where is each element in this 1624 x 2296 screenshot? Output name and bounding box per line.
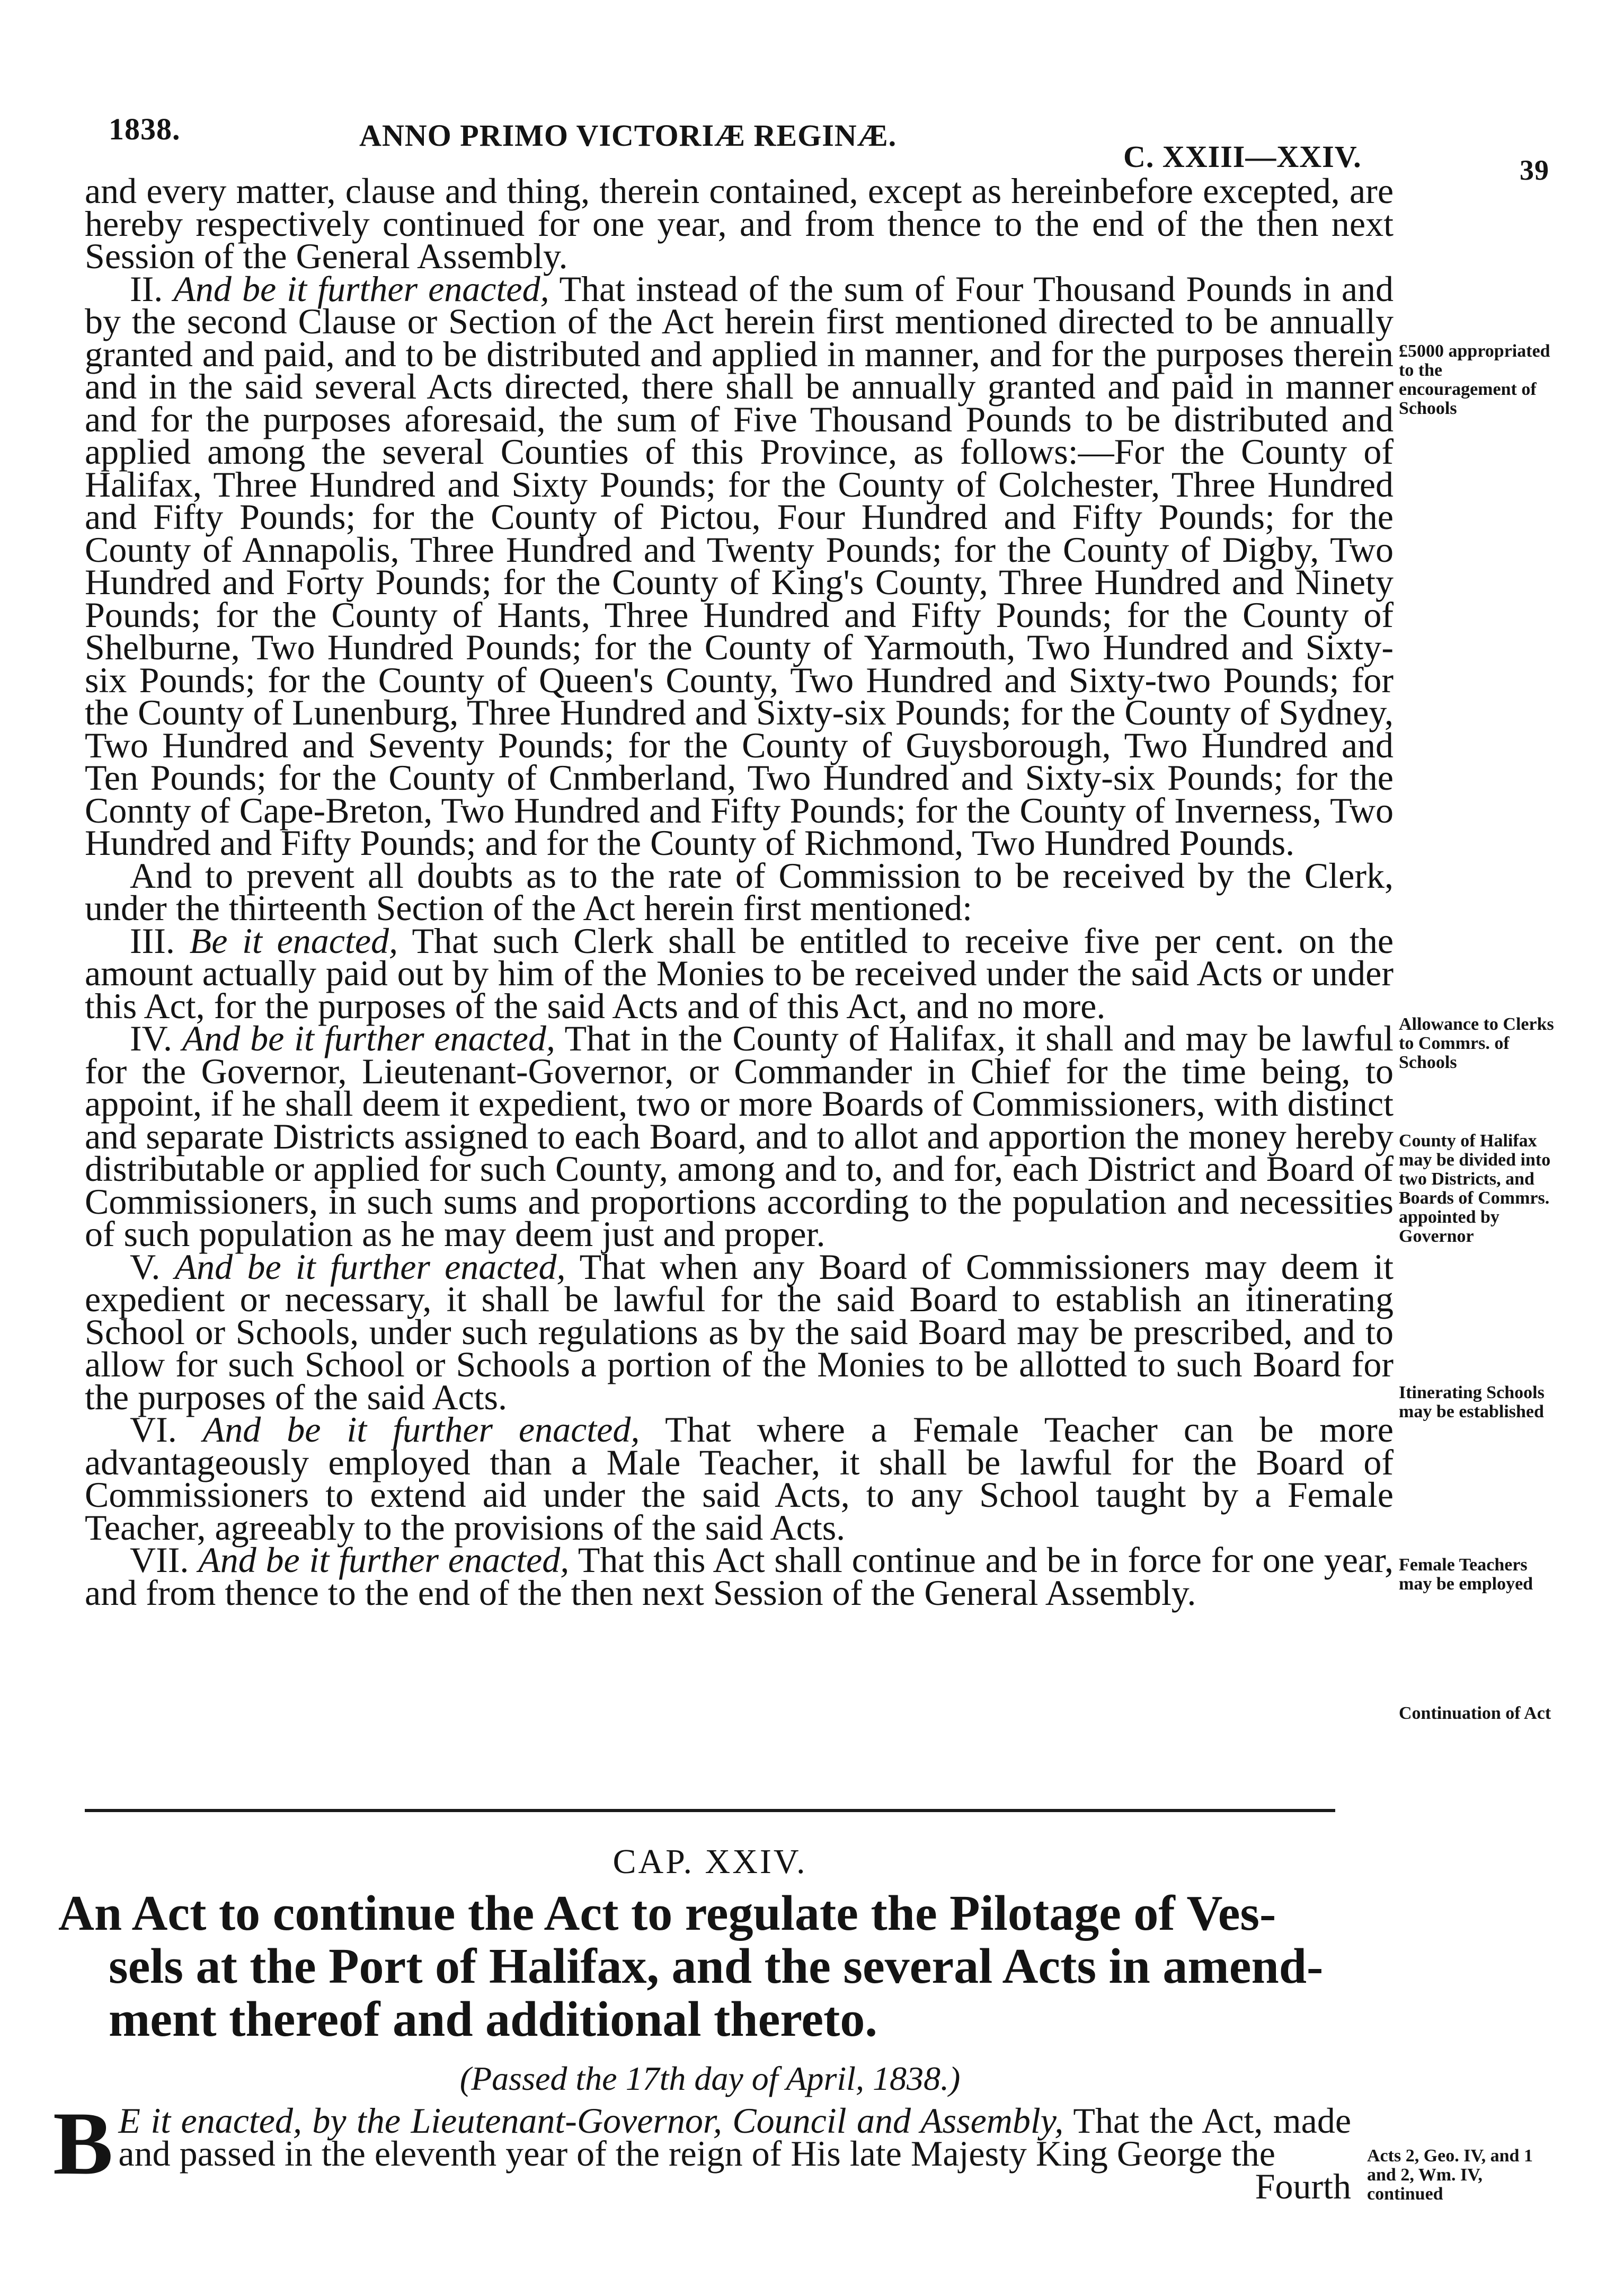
- act-title: [58, 1887, 1367, 2046]
- passed-date: (Passed the 17th day of April, 1838.): [459, 2060, 961, 2097]
- enacting-text-tail: Fourth: [1255, 2166, 1351, 2206]
- enacting-phrase: Be it enacted,: [189, 920, 398, 961]
- section-5: [85, 1246, 1394, 1417]
- margin-note-halifax-districts: County of Halifax may be divided into two Districts, and Boards of Commrs. appointed by Governor: [1399, 1131, 1551, 1246]
- section-number: V.: [130, 1246, 161, 1287]
- drop-cap: B: [53, 2094, 113, 2193]
- margin-note-acts-continued: Acts 2, Geo. IV, and 1 and 2, Wm. IV, continued: [1367, 2146, 1533, 2204]
- chapter-heading: CAP. XXIV.: [613, 1842, 807, 1881]
- enacting-phrase: And be it further enacted,: [174, 1246, 566, 1287]
- section-text: That instead of the sum of Four Thousand Pounds in and by the second Clause or Section of the Act herein first mentioned directed to be annually granted and paid, and to be distributed and applied in manner, and for the purposes therein and in the said several Acts directed, there shall be annually granted and paid in manner and for the purposes aforesaid, the sum of Five Thousand Pounds to be distributed and applied among the several Counties of this Province, as follows:—For the County of Halifax, Three Hundred and Sixty Pounds; for the County of Colchester, Three Hundred and Fifty Pounds; for the County of Pictou, Four Hundred and Fifty Pounds; for the County of Annapolis, Three Hundred and Twenty Pounds; for the County of Digby, Two Hundred and Forty Pounds; for the County of King's County, Three Hundred and Ninety Pounds; for the County of Hants, Three Hundred and Fifty Pounds; for the County of Shelburne, Two Hundred Pounds; for the County of Yarmouth, Two Hundred and Sixty-six Pounds; for the County of Queen's County, Two Hundred and Sixty-two Pounds; for the County of Lunenburg, Three Hundred and Sixty-six Pounds; for the County of Sydney, Two Hundred and Seventy Pounds; for the County of Guysborough, Two Hundred and Ten Pounds; for the County of Cnmberland, Two Hundred and Sixty-six Pounds; for the Connty of Cape-Breton, Two Hundred and Fifty Pounds; for the County of Inverness, Two Hundred and Fifty Pounds; and for the County of Richmond, Two Hundred Pounds.: [85, 268, 1394, 863]
- enacting-phrase: And be it further enacted,: [198, 1540, 570, 1580]
- act-title-line-1: An Act to continue the Act to regulate the Pilotage of Ves-: [58, 1886, 1276, 1941]
- section-text: That this Act shall continue and be in force for one year, and from thence to the end of the then next Session of the General Assembly.: [85, 1540, 1394, 1613]
- section-text: That such Clerk shall be entitled to receive five per cent. on the amount actually paid out by him of the Monies to be received under the said Acts or under this Act, for the purposes of the said Acts and of this Act, and no more.: [85, 920, 1394, 1026]
- section-number: VII.: [130, 1540, 189, 1580]
- margin-note-female-teachers: Female Teachers may be employed: [1399, 1555, 1533, 1594]
- enacting-text: That the Act, made and passed in the eleventh year of the reign of His late Majesty King George the: [118, 2100, 1352, 2174]
- section-2: [85, 268, 1394, 863]
- section-7: [85, 1540, 1394, 1613]
- paragraph-continuation: and every matter, clause and thing, therein contained, except as hereinbefore excepted, are hereby respectively continued for one year, and from thence to the end of the then next Session of the General Assembly.: [85, 171, 1394, 276]
- section-text: That where a Female Teacher can be more advantageously employed than a Male Teacher, it shall be lawful for the Board of Commissioners to extend aid under the said Acts, to any School taught by a Female Teacher, agreeably to the provisions of the said Acts.: [85, 1409, 1394, 1548]
- section-4: [85, 1018, 1394, 1254]
- section-text: That when any Board of Commissioners may deem it expedient or necessary, it shall be lawful for the said Board to establish an itinerating School or Schools, under such regulations as by the said Board may be prescribed, and to allow for such School or Schools a portion of the Monies to be allotted to such Board for the purposes of the said Acts.: [85, 1246, 1394, 1417]
- section-number: III.: [130, 920, 175, 961]
- enacting-phrase: And be it further enacted,: [173, 268, 549, 309]
- section-number: II.: [130, 268, 163, 309]
- section-number: VI.: [130, 1409, 177, 1450]
- enacting-paragraph: [53, 2094, 1352, 2206]
- margin-note-itinerating-schools: Itinerating Schools may be established: [1399, 1383, 1545, 1421]
- margin-note-clerk-allowance: Allowance to Clerks to Commrs. of Schools: [1399, 1014, 1554, 1072]
- enacting-phrase: And be it further enacted,: [182, 1018, 555, 1058]
- section-number: IV.: [130, 1018, 172, 1058]
- body-text: [85, 171, 1394, 1613]
- margin-note-school-grant: £5000 appropriated to the encouragement of Schools: [1399, 341, 1550, 418]
- enacting-clause: E it enacted, by the Lieutenant-Governor, Council and Assembly,: [118, 2100, 1064, 2141]
- section-text: That in the County of Halifax, it shall and may be lawful for the Governor, Lieutenant-Governor, or Commander in Chief for the time being, to appoint, if he shall deem it expedient, two or more Boards of Commissioners, with distinct and separate Districts assigned to each Board, and to allot and apportion the money hereby distributable or applied for such County, among and to, and for, each District and Board of Commissioners, in such sums and proportions according to the population and necessities of such population as he may deem just and proper.: [85, 1018, 1394, 1254]
- section-6: [85, 1409, 1394, 1548]
- header-year: 1838.: [109, 112, 181, 146]
- act-title-line-3: ment thereof and additional thereto.: [109, 1992, 877, 2047]
- section-3: [85, 920, 1394, 1026]
- header-title: ANNO PRIMO VICTORIÆ REGINÆ.: [359, 118, 897, 153]
- section-divider: [85, 1809, 1335, 1812]
- enacting-phrase: And be it further enacted,: [202, 1409, 640, 1450]
- act-title-line-2: sels at the Port of Halifax, and the several Acts in amend-: [109, 1939, 1324, 1994]
- paragraph-prevent-doubts: And to prevent all doubts as to the rate of Commission to be received by the Clerk, under the thirteenth Section of the Act herein first mentioned:: [85, 855, 1394, 928]
- header-chapter: C. XXIII—XXIV.: [1123, 139, 1362, 174]
- page-number: 39: [1520, 154, 1549, 186]
- margin-note-continuation: Continuation of Act: [1399, 1703, 1551, 1723]
